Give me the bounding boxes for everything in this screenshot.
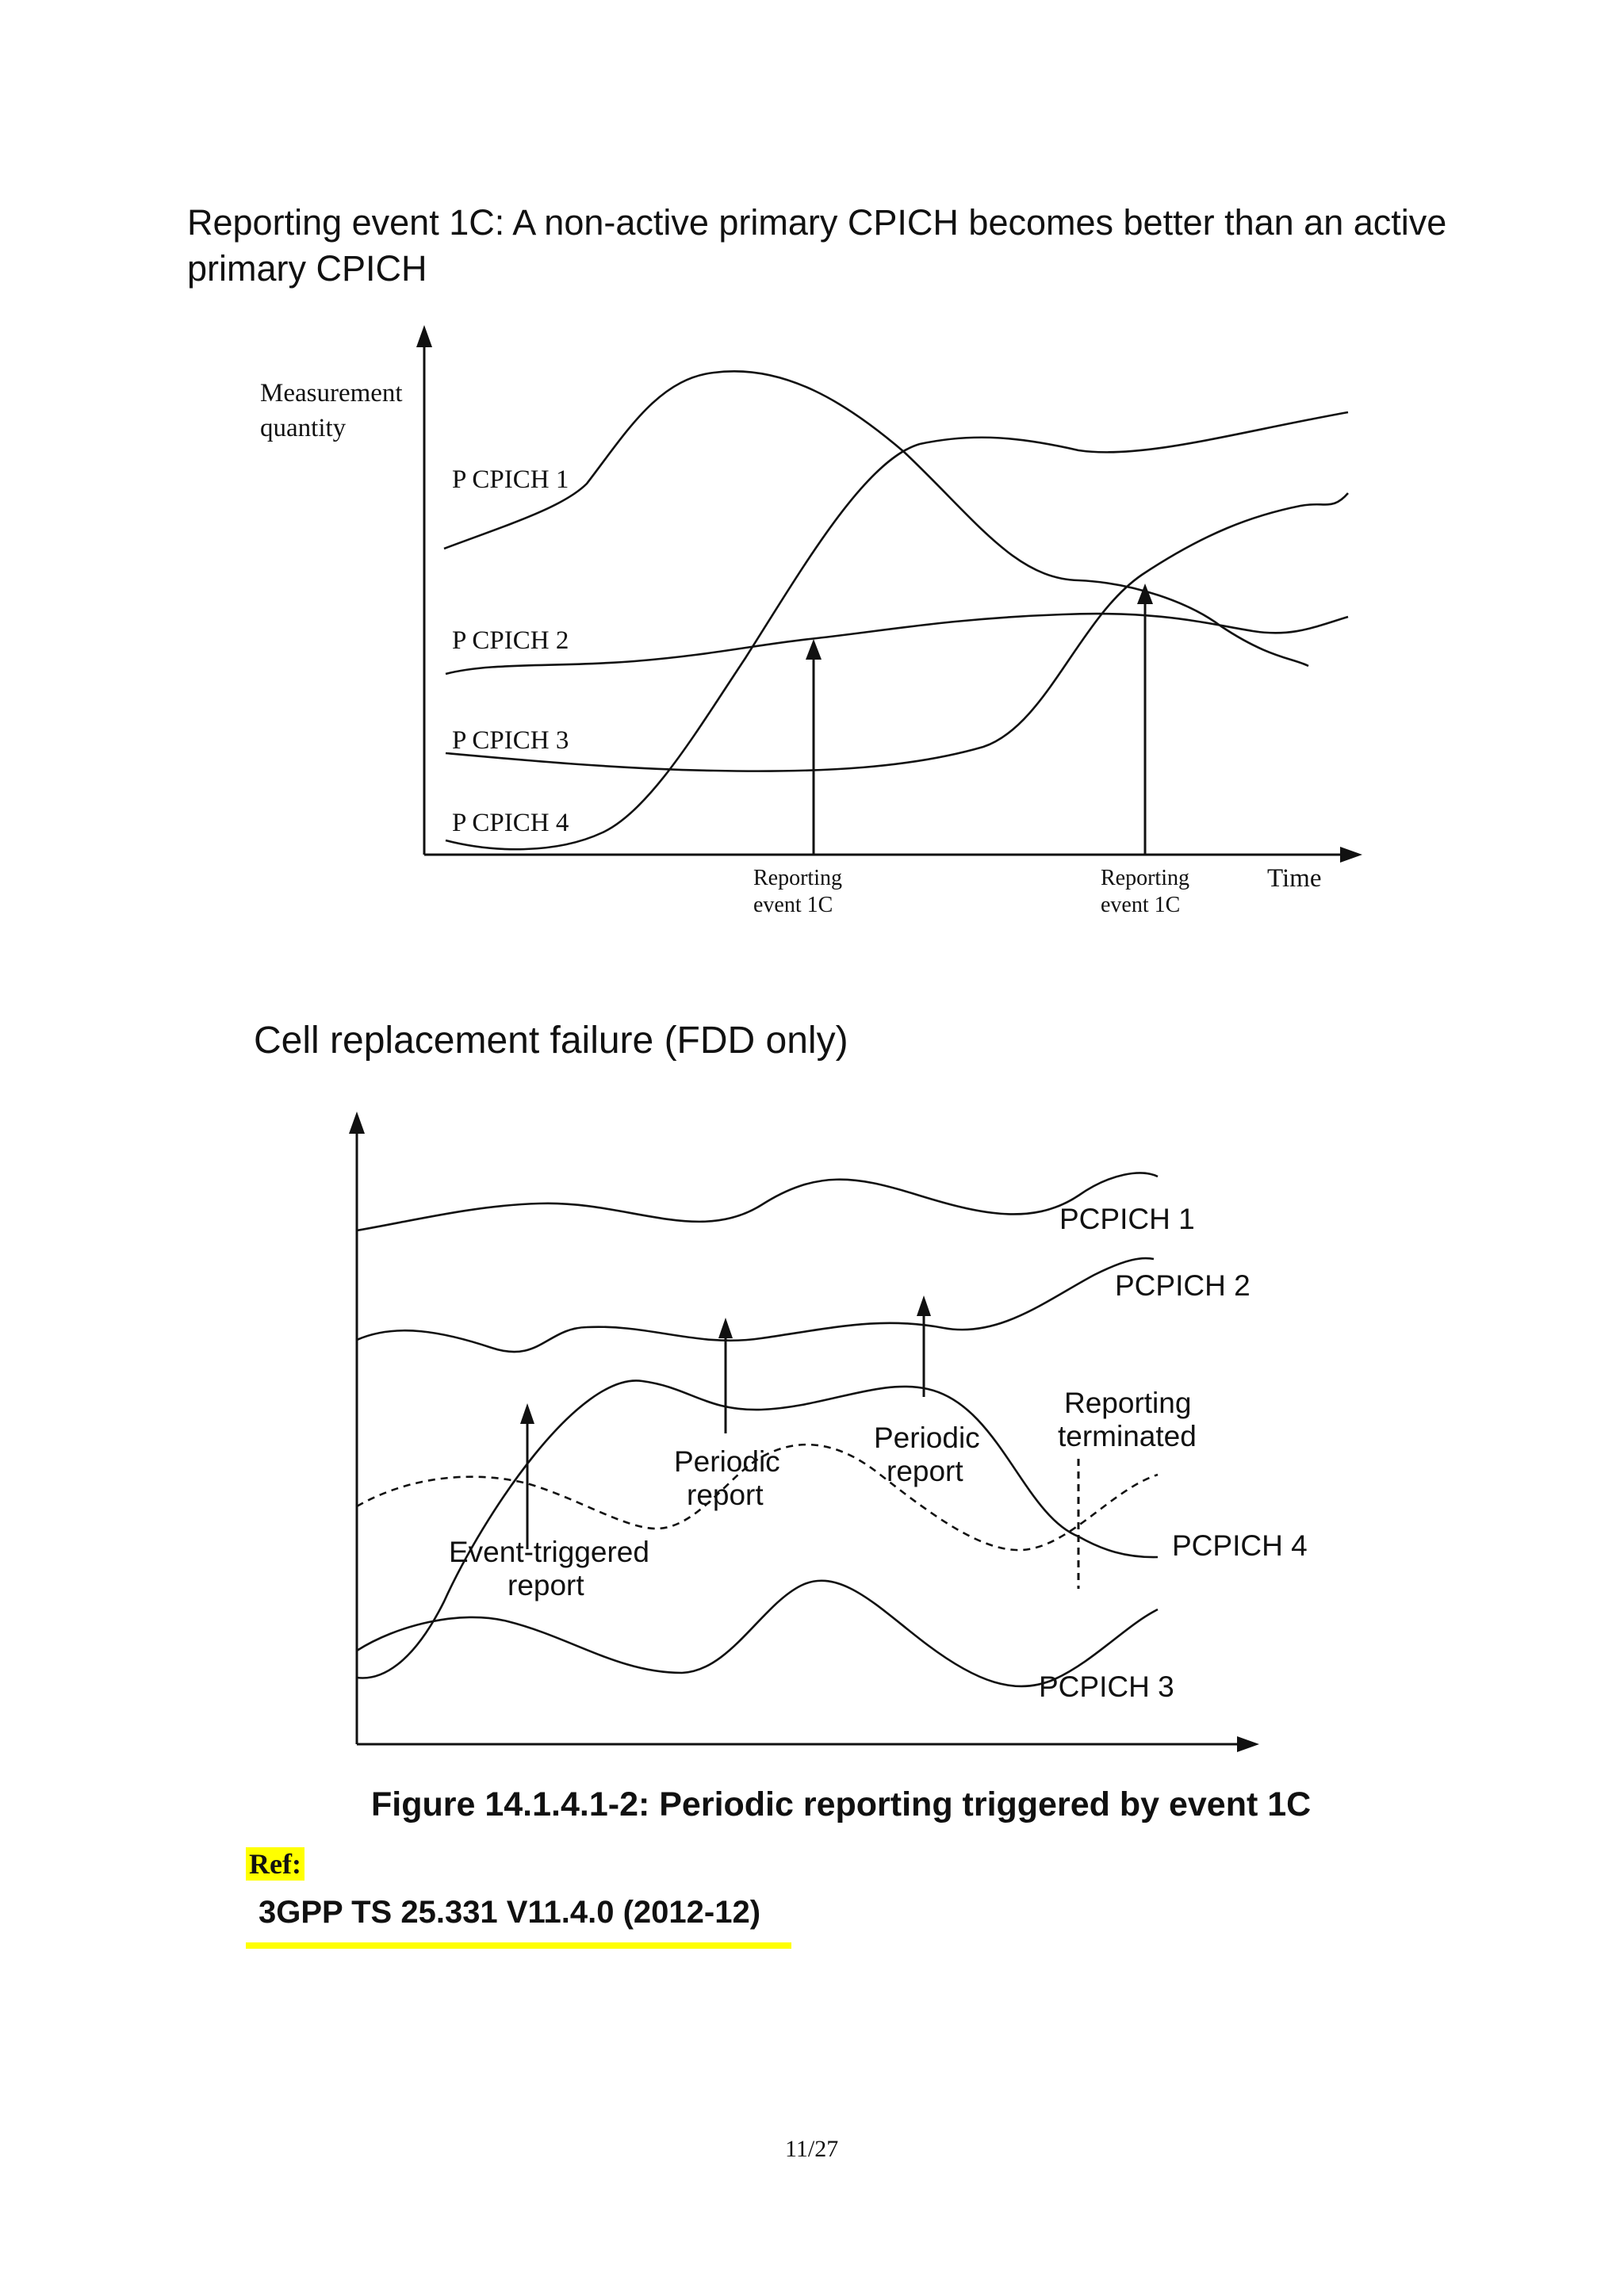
curve-p-cpich-3 bbox=[446, 493, 1348, 771]
x-axis-2-arrowhead bbox=[1237, 1736, 1259, 1752]
series-label-p-cpich-1: P CPICH 1 bbox=[452, 465, 569, 494]
event-label-1-line1: Reporting bbox=[753, 866, 842, 890]
event-label-1-line2: event 1C bbox=[753, 893, 833, 917]
series-label-pcpich-4: PCPICH 4 bbox=[1172, 1529, 1308, 1562]
y-axis-arrowhead bbox=[416, 325, 432, 347]
page-number: 11/27 bbox=[785, 2136, 839, 2162]
periodic-label-1-line1: Periodic bbox=[674, 1445, 780, 1478]
event-arrowhead-1 bbox=[806, 639, 822, 660]
series-label-pcpich-3: PCPICH 3 bbox=[1039, 1670, 1174, 1703]
periodic-arrowhead-2 bbox=[917, 1295, 931, 1316]
ref-highlight-underline bbox=[246, 1942, 791, 1949]
curve-p-cpich-1 bbox=[444, 371, 1308, 666]
x-axis-arrowhead bbox=[1340, 847, 1362, 863]
terminated-label-line1: Reporting bbox=[1064, 1387, 1192, 1419]
periodic-label-2-line1: Periodic bbox=[874, 1422, 980, 1454]
periodic-arrowhead-1 bbox=[718, 1318, 733, 1338]
y-axis-label-line1: Measurement bbox=[260, 379, 403, 408]
heading-event-1c: Reporting event 1C: A non-active primary CPICH becomes better than an active primary CPICH bbox=[187, 202, 1447, 289]
series-label-pcpich-2: PCPICH 2 bbox=[1115, 1269, 1251, 1302]
ref-label: Ref: bbox=[246, 1847, 304, 1881]
terminated-label-line2: terminated bbox=[1058, 1420, 1197, 1452]
event-label-2-line1: Reporting bbox=[1101, 866, 1189, 890]
x-axis-label: Time bbox=[1267, 864, 1322, 893]
periodic-label-2-line2: report bbox=[887, 1455, 963, 1487]
event-arrowhead-2 bbox=[1137, 584, 1153, 604]
curve-pcpich-3 bbox=[357, 1581, 1158, 1686]
event-triggered-label-line1: Event-triggered bbox=[449, 1536, 649, 1568]
ref-value: 3GPP TS 25.331 V11.4.0 (2012-12) bbox=[259, 1895, 761, 1930]
curve-pcpich-4 bbox=[357, 1380, 1158, 1678]
curve-p-cpich-2 bbox=[446, 614, 1348, 674]
series-label-p-cpich-4: P CPICH 4 bbox=[452, 809, 569, 837]
curve-pcpich-2 bbox=[357, 1258, 1154, 1352]
figure-caption: Figure 14.1.4.1-2: Periodic reporting triggered by event 1C bbox=[371, 1785, 1312, 1823]
event-label-2-line2: event 1C bbox=[1101, 893, 1181, 917]
y-axis-2-arrowhead bbox=[349, 1112, 365, 1134]
event-triggered-label-line2: report bbox=[508, 1569, 584, 1601]
figure-event-1c bbox=[0, 0, 1624, 951]
y-axis-label-line2: quantity bbox=[260, 414, 347, 442]
curve-pcpich-1 bbox=[357, 1173, 1158, 1230]
series-label-p-cpich-3: P CPICH 3 bbox=[452, 726, 569, 755]
event-triggered-arrowhead bbox=[520, 1403, 534, 1424]
series-label-p-cpich-2: P CPICH 2 bbox=[452, 626, 569, 655]
curve-pcpich-4-dashed bbox=[357, 1445, 1158, 1550]
heading-cell-replacement: Cell replacement failure (FDD only) bbox=[254, 1020, 848, 1062]
curve-p-cpich-4 bbox=[446, 412, 1348, 849]
periodic-label-1-line2: report bbox=[687, 1479, 764, 1511]
series-label-pcpich-1: PCPICH 1 bbox=[1059, 1203, 1195, 1235]
